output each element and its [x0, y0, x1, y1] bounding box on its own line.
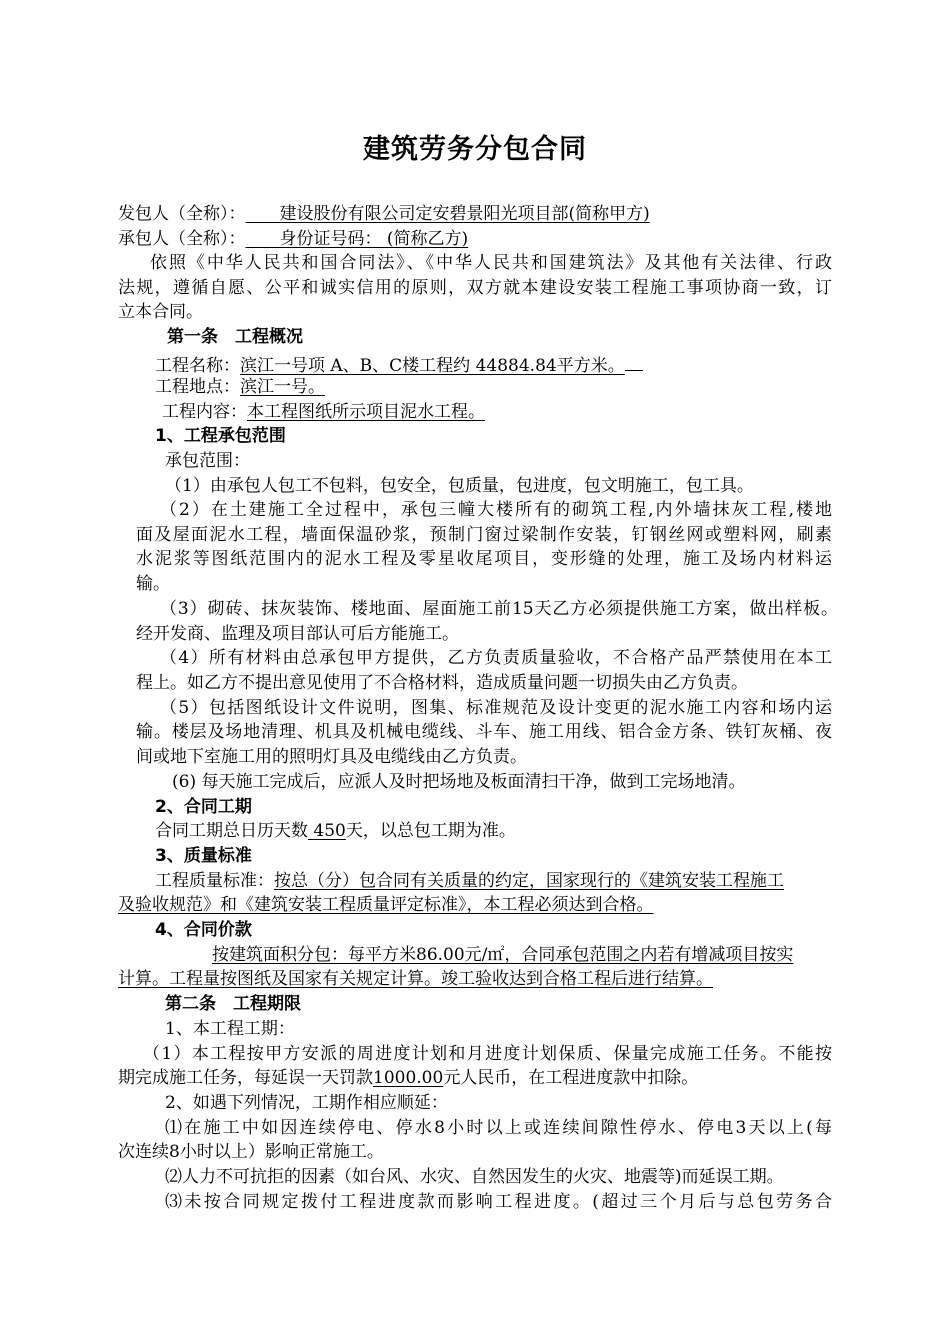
- project-name-label: 工程名称：: [155, 356, 240, 376]
- scope-item-3-line-2: 经开发商、监理及项目部认可后方能施工。: [136, 624, 459, 644]
- scope-item-2-line-4: 输。: [136, 574, 170, 594]
- section-4-heading: 4、合同价款: [155, 920, 252, 940]
- project-name-value: 滨江一号项 A、B、C楼工程约 44884.84平方米。: [240, 356, 625, 376]
- party-b-label: 承包人（全称）：: [118, 229, 246, 249]
- project-content-line: [162, 400, 485, 424]
- scope-item-1: （1）由承包人包工不包料，包安全，包质量，包进度，包文明施工，包工具。: [165, 476, 754, 496]
- term-1: 1、本工程工期：: [165, 1019, 295, 1039]
- term-1-1-line-1: （1）本工程按甲方安派的周进度计划和月进度计划保质、保量完成施工任务。不能按: [143, 1044, 832, 1064]
- term-1-1-line-2: [118, 1066, 698, 1090]
- contract-period-days: 450: [313, 821, 346, 841]
- scope-item-2-line-3: 水泥浆等图纸范围内的泥水工程及零星收尾项目，变形缝的处理，施工及场内材料运: [136, 549, 832, 569]
- document-title: 建筑劳务分包合同: [363, 134, 587, 165]
- scope-item-5-line-2: 输。楼层及场地清理、机具及机械电缆线、斗车、施工用线、铝合金方条、铁钉灰桶、夜: [136, 722, 832, 742]
- party-a-value: 建设股份有限公司定安碧景阳光项目部(简称甲方): [279, 204, 650, 224]
- term-2-2: ⑵人力不可抗拒的因素（如台风、水灾、自然因发生的火灾、地震等)而延误工期。: [165, 1167, 784, 1187]
- term-2-1-line-1: ⑴在施工中如因连续停电、停水8小时以上或连续间隙性停水、停电3天以上(每: [165, 1118, 832, 1138]
- scope-item-2-line-1: （2）在土建施工全过程中，承包三幢大楼所有的砌筑工程,内外墙抹灰工程,楼地: [160, 500, 832, 520]
- party-b-line: [118, 227, 468, 251]
- penalty-prefix: 期完成施工任务，每延误一天罚款: [118, 1068, 373, 1088]
- intro-line-1: 依照《中华人民共和国合同法》、《中华人民共和国建筑法》及其他有关法律、行政: [150, 253, 832, 273]
- contract-period-line: [155, 819, 516, 843]
- price-text-2: 计算。工程量按图纸及国家有关规定计算。竣工验收达到合格工程后进行结算。: [118, 969, 713, 989]
- price-text-1: 按建筑面积分包：每平方米86.00元/㎡，合同承包范围之内若有增减项目按实: [212, 945, 794, 965]
- party-a-label: 发包人（全称）：: [118, 204, 246, 224]
- project-location-value: 滨江一号。: [240, 377, 325, 397]
- article-1-heading: 第一条 工程概况: [167, 327, 303, 347]
- scope-item-3-line-1: （3）砌砖、抹灰装饰、楼地面、屋面施工前15天乙方必须提供施工方案，做出样板。: [160, 599, 838, 619]
- term-2-1-line-2: 次连续8小时以上）影响正常施工。: [118, 1142, 384, 1162]
- contract-period-suffix: 天，以总包工期为准。: [345, 821, 516, 841]
- section-3-heading: 3、质量标准: [155, 846, 252, 866]
- scope-label: 承包范围：: [165, 451, 250, 471]
- section-2-heading: 2、合同工期: [155, 797, 252, 817]
- quality-text-1: 按总（分）包合同有关质量的约定，国家现行的《建筑安装工程施工: [274, 871, 784, 891]
- section-1-heading: 1、工程承包范围: [155, 426, 286, 446]
- project-content-label: 工程内容：: [162, 402, 247, 422]
- contract-period-prefix: 合同工期总日历天数: [155, 821, 308, 841]
- project-name-line: [155, 350, 643, 378]
- scope-item-6: (6) 每天施工完成后，应派人及时把场地及板面清扫干净，做到工完场地清。: [172, 772, 746, 792]
- penalty-amount: 1000.00: [373, 1068, 444, 1088]
- quality-label: 工程质量标准：: [155, 871, 274, 891]
- scope-item-5-line-3: 间或地下室施工用的照明灯具及电缆线由乙方负责。: [136, 747, 527, 767]
- price-line-2: [118, 967, 713, 991]
- project-location-label: 工程地点：: [155, 377, 240, 397]
- scope-item-5-line-1: （5）包括图纸设计文件说明，图集、标准规范及设计变更的泥水施工内容和场内运: [160, 698, 832, 718]
- article-2-heading: 第二条 工程期限: [165, 994, 301, 1014]
- intro-line-2: 法规，遵循自愿、公平和诚实信用的原则，双方就本建设安装工程施工事项协商一致，订: [118, 278, 832, 298]
- party-b-value: 身份证号码： (简称乙方): [279, 229, 469, 249]
- scope-item-4-line-2: 程上。如乙方不提出意见使用了不合格材料，造成质量问题一切损失由乙方负责。: [136, 673, 748, 693]
- quality-line-2: [118, 893, 654, 917]
- project-content-value: 本工程图纸所示项目泥水工程。: [247, 402, 485, 422]
- quality-line-1: [155, 869, 784, 893]
- term-2: 2、如遇下列情况，工期作相应顺延：: [165, 1093, 448, 1113]
- party-a-line: [118, 202, 650, 226]
- intro-line-3: 立本合同。: [118, 302, 203, 322]
- quality-text-2: 及验收规范》和《建筑安装工程质量评定标准》，本工程必须达到合格。: [118, 895, 654, 915]
- scope-item-4-line-1: （4）所有材料由总承包甲方提供，乙方负责质量验收，不合格产品严禁使用在本工: [160, 648, 832, 668]
- price-line-1: [212, 943, 793, 967]
- penalty-suffix: 元人民币，在工程进度款中扣除。: [443, 1068, 699, 1088]
- scope-item-2-line-2: 面及屋面泥水工程，墙面保温砂浆，预制门窗过梁制作安装，钉钢丝网或塑料网，刷素: [136, 525, 832, 545]
- term-2-3: ⑶未按合同规定拨付工程进度款而影响工程进度。(超过三个月后与总包劳务合: [165, 1192, 832, 1212]
- project-location-line: [155, 375, 325, 399]
